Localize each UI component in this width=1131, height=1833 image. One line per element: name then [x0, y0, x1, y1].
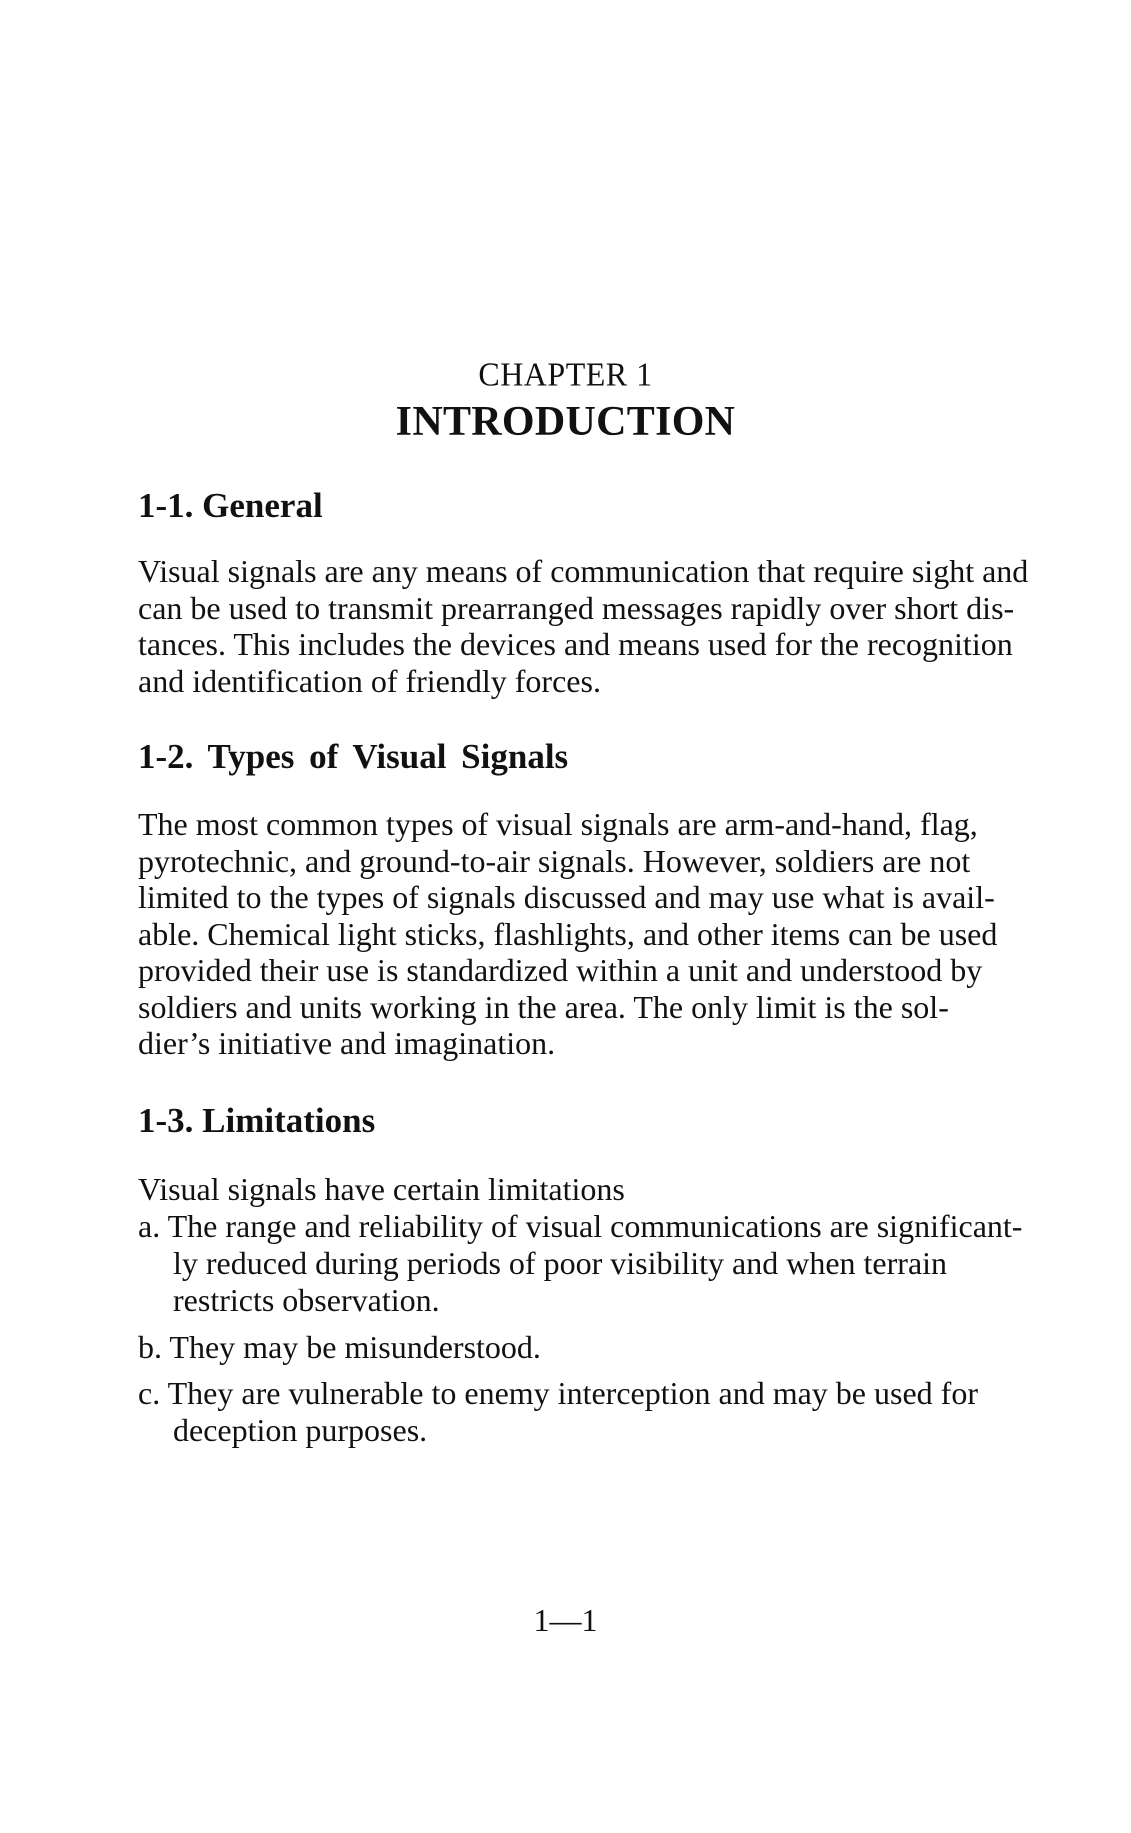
list-item-a	[138, 1208, 1023, 1319]
paragraph-line: Visual signals have certain limitations	[138, 1171, 625, 1207]
paragraph-line: tances. This includes the devices and means used for the recognition	[138, 626, 1013, 662]
section-paragraph-general	[138, 553, 1029, 699]
list-item-line: deception purposes.	[173, 1412, 428, 1448]
section-paragraph-limitations	[138, 1171, 1018, 1208]
list-item-line: ly reduced during periods of poor visibility and when terrain	[173, 1245, 948, 1281]
list-item-line: restricts observation.	[173, 1282, 440, 1318]
page-number: 1—1	[533, 1602, 598, 1638]
list-item-line: a. The range and reliability of visual communications are significant-	[138, 1208, 1023, 1244]
list-item-c	[138, 1375, 1018, 1449]
paragraph-line: The most common types of visual signals are arm-and-hand, flag,	[138, 806, 978, 842]
list-item-line: b. They may be misunderstood.	[138, 1329, 541, 1365]
chapter-title: INTRODUCTION	[395, 399, 736, 445]
chapter-label: CHAPTER 1	[478, 354, 653, 394]
section-paragraph-types	[138, 806, 1018, 1062]
section-heading-types: 1-2. Types of Visual Signals	[138, 737, 569, 776]
paragraph-line: pyrotechnic, and ground-to-air signals. However, soldiers are not	[138, 842, 971, 879]
paragraph-line: provided their use is standardized within a unit and understood by	[138, 952, 983, 988]
paragraph-line: dier’s initiative and imagination.	[138, 1025, 556, 1061]
paragraph-line: soldiers and units working in the area. The only limit is the sol-	[138, 988, 949, 1025]
section-heading-general: 1-1. General	[138, 486, 323, 525]
list-item-b	[138, 1329, 1018, 1366]
paragraph-line: Visual signals are any means of communication that require sight and	[138, 553, 1029, 589]
paragraph-line: able. Chemical light sticks, flashlights, and other items can be used	[138, 915, 998, 952]
list-item-line: c. They are vulnerable to enemy interception and may be used for	[138, 1375, 978, 1411]
section-heading-limitations: 1-3. Limitations	[138, 1101, 376, 1140]
paragraph-line: can be used to transmit prearranged messages rapidly over short dis-	[138, 589, 1015, 626]
paragraph-line: and identification of friendly forces.	[138, 662, 601, 699]
paragraph-line: limited to the types of signals discussed and may use what is avail-	[138, 879, 995, 915]
